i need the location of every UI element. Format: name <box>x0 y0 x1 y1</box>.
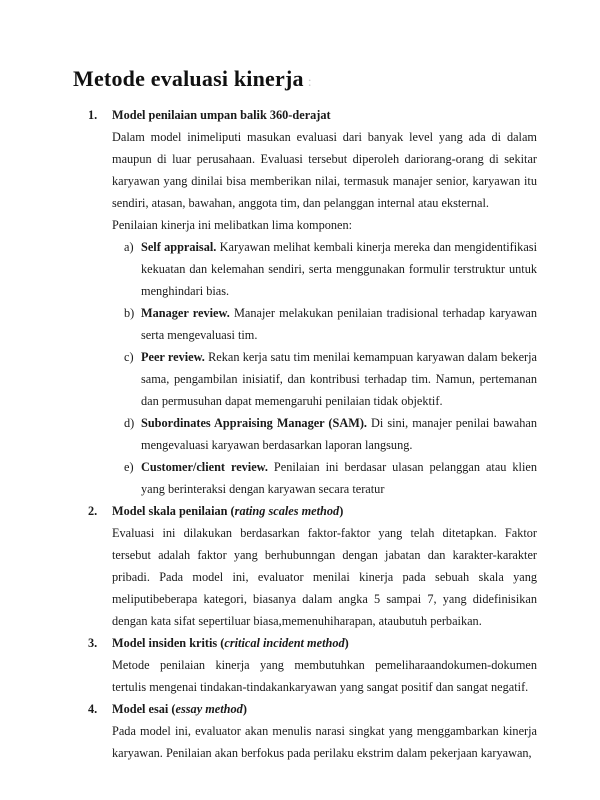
section-heading <box>112 500 537 522</box>
section-number: 3. <box>88 636 98 650</box>
list-marker: b) <box>124 306 135 320</box>
item-text: Di sini, manajer penilai bawahan mengevaluasi karyawan berdasarkan laporan langsung. <box>141 416 537 452</box>
section-paragraph: Pada model ini, evaluator akan menulis narasi singkat yang menggambarkan kinerja karyawan. Penilaian akan berfokus pada perilaku ekstrim dalam pekerjaan karyawan, <box>112 724 537 760</box>
section-paragraph: Dalam model inimeliputi masukan evaluasi dari banyak level yang ada di dalam maupun di luar perusahaan. Evaluasi tersebut diperoleh dariorang-orang di sekitar karyawan yang dinilai bisa memberikan nilai, termasuk manajer senior, karyawan itu sendiri, atasan, bawahan, anggota tim, dan pelanggan internal atau eksternal. <box>112 130 537 210</box>
section-360-feedback <box>82 104 537 500</box>
section-heading <box>112 104 537 126</box>
item-term: Manager review. <box>141 306 230 320</box>
list-marker: e) <box>124 460 134 474</box>
section-paragraph: Evaluasi ini dilakukan berdasarkan faktor-faktor yang telah ditetapkan. Faktor tersebut adalah faktor yang berhubunngan dengan jabatan dan karakter-karakter pribadi. Pada model ini, evaluator menilai kinerja pada sebuah skala yang meliputibeberapa kategori, biasanya dalam angka 5 sampai 7, yang didefinisikan dengan kata sifat sepertiluar biasa,memenuhiharapan, ataubutuh perbaikan. <box>112 526 537 628</box>
section-number: 1. <box>88 108 98 122</box>
document-body <box>82 104 537 764</box>
title-colon: : <box>307 75 312 90</box>
heading-text: Model penilaian umpan balik 360-derajat <box>112 108 331 122</box>
heading-italic-term: critical incident method <box>224 636 345 650</box>
list-item <box>112 346 537 412</box>
item-text: Penilaian ini berdasar ulasan pelanggan atau klien yang berinteraksi dengan karyawan secara teratur <box>141 460 537 496</box>
list-item <box>112 412 537 456</box>
item-term: Peer review. <box>141 350 205 364</box>
item-text: Manajer melakukan penilaian tradisional terhadap karyawan serta mengevaluasi tim. <box>141 306 537 342</box>
item-term: Subordinates Appraising Manager (SAM). <box>141 416 368 430</box>
heading-text: Model esai ( <box>112 702 176 716</box>
list-marker: a) <box>124 240 134 254</box>
section-rating-scales <box>82 500 537 632</box>
heading-suffix: ) <box>344 636 349 650</box>
heading-italic-term: rating scales method <box>234 504 340 518</box>
item-text: Karyawan melihat kembali kinerja mereka dan mengidentifikasi kekuatan dan kelemahan sendiri, serta menggunakan formulir terstruktur untuk menghindari bias. <box>141 240 537 298</box>
heading-text: Model insiden kritis ( <box>112 636 225 650</box>
section-paragraph: Penilaian kinerja ini melibatkan lima komponen: <box>112 218 353 232</box>
section-heading <box>112 698 537 720</box>
list-marker: d) <box>124 416 135 430</box>
heading-suffix: ) <box>339 504 344 518</box>
list-item <box>112 236 537 302</box>
section-critical-incident <box>82 632 537 698</box>
item-term: Customer/client review. <box>141 460 268 474</box>
section-heading <box>112 632 537 654</box>
heading-suffix: ) <box>242 702 247 716</box>
heading-italic-term: essay method <box>175 702 243 716</box>
section-paragraph: Metode penilaian kinerja yang membutuhkan pemeliharaandokumen-dokumen tertulis mengenai tindakan-tindakankaryawan yang sangat positif dan sangat negatif. <box>112 658 537 694</box>
heading-text: Model skala penilaian ( <box>112 504 235 518</box>
component-list <box>112 236 537 500</box>
list-marker: c) <box>124 350 134 364</box>
section-number: 4. <box>88 702 98 716</box>
document-title <box>73 66 312 92</box>
item-text: Rekan kerja satu tim menilai kemampuan karyawan dalam bekerja sama, pengambilan inisiatif, dan kontribusi terhadap tim. Namun, pertemanan dan permusuhan dapat memengaruhi penilaian tidak objektif. <box>141 350 537 408</box>
section-essay <box>82 698 537 764</box>
list-item <box>112 456 537 500</box>
item-term: Self appraisal. <box>141 240 217 254</box>
title-text: Metode evaluasi kinerja <box>73 66 304 91</box>
section-number: 2. <box>88 504 98 518</box>
list-item <box>112 302 537 346</box>
